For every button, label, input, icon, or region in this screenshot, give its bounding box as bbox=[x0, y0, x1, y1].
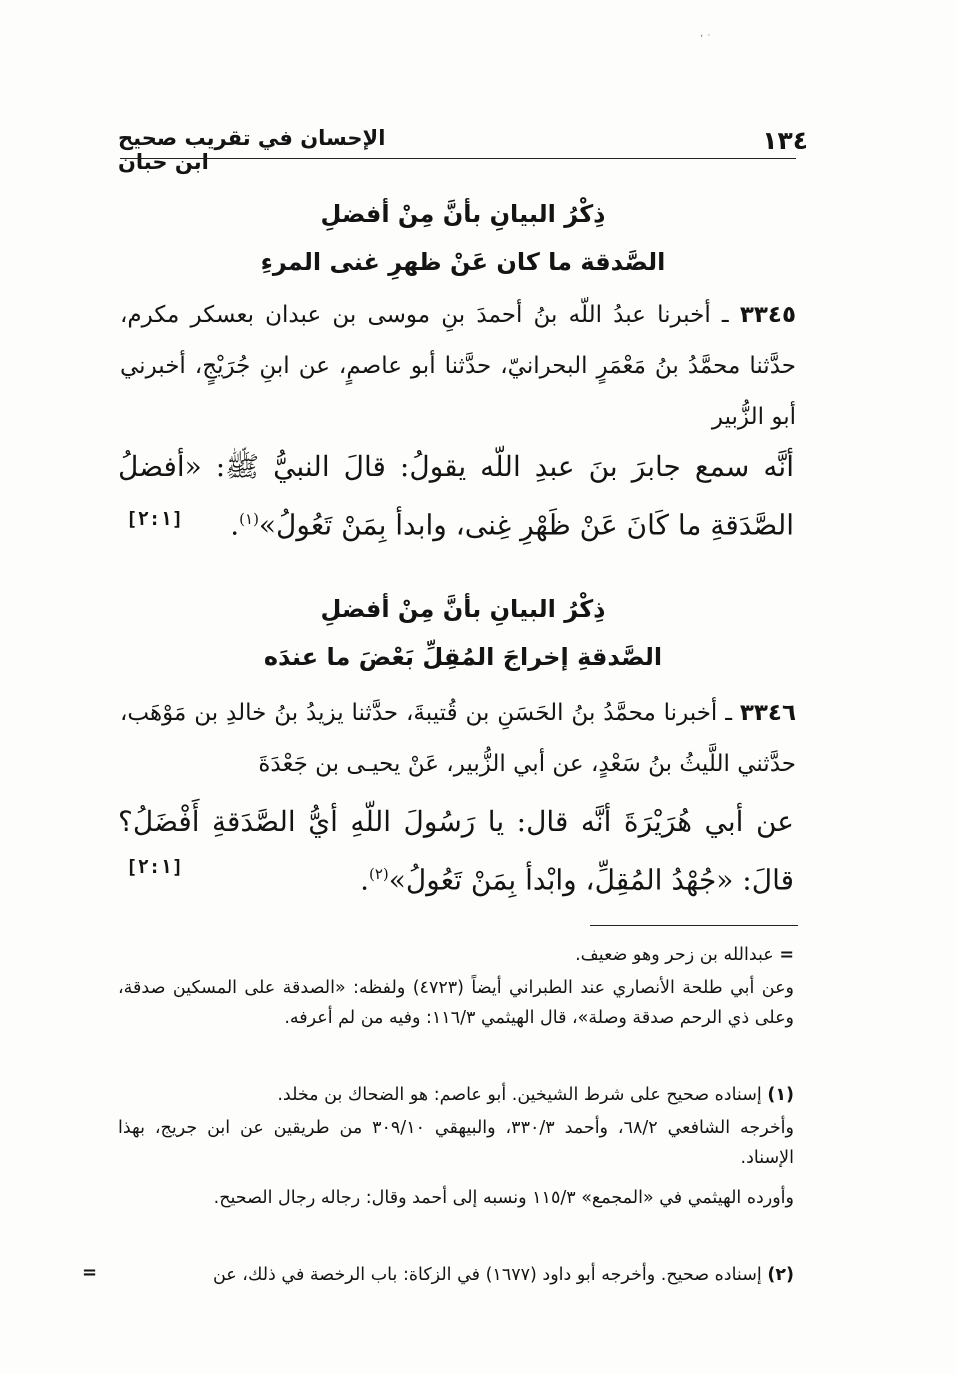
footnote-paragraph bbox=[118, 973, 794, 1033]
footnote-number: (١) bbox=[767, 1085, 794, 1105]
hadith-number: ٣٣٤٦ bbox=[739, 700, 796, 726]
section-2-title bbox=[130, 585, 796, 681]
hadith-3346-matn bbox=[118, 795, 794, 906]
section-1-title-line1: ذِكْرُ البيانِ بأنَّ مِنْ أفضلِ bbox=[320, 200, 606, 228]
isnad-text: ـ أخبرنا عبدُ اللّه بنُ أحمدَ بنِ موسى بن عبدان بعسكر مكرم، حدَّثنا محمَّدُ بنُ مَعْمَرٍ البحرانيّ، حدَّثنا أبو عاصمٍ، عن ابنِ جُرَيْجٍ، أخبرني أبو الزُّبير bbox=[120, 302, 796, 430]
matn-text: أنَّه سمع جابرَ بنَ عبدِ اللّه يقولُ: قالَ النبيُّ ﷺ: «أفضلُ الصَّدَقةِ ما كَانَ عَنْ ظَهْرِ غِنى، وابدأ بِمَنْ تَعُولُ» bbox=[118, 450, 794, 542]
hadith-number: ٣٣٤٥ bbox=[739, 302, 796, 328]
footnote-mark[interactable]: (٢) bbox=[368, 865, 389, 883]
header-rule bbox=[120, 158, 796, 159]
hadith-3345-reference: [٢:١] bbox=[126, 508, 184, 530]
footnote-prefix: = bbox=[779, 945, 794, 965]
section-1-title-line2: الصَّدقة ما كان عَنْ ظهرِ غنى المرءِ bbox=[260, 248, 666, 276]
footnote-1 bbox=[118, 1080, 794, 1110]
end-mark: . bbox=[230, 508, 240, 542]
footnote-text: وأورده الهيثمي في «المجمع» ١١٥/٣ ونسبه إلى أحمد وقال: رجاله رجال الصحيح. bbox=[213, 1188, 794, 1208]
continuation-marker: = bbox=[82, 1262, 98, 1283]
section-2-title-line2: الصَّدقةِ إخراجَ المُقِلِّ بَعْضَ ما عندَه bbox=[263, 643, 663, 671]
hadith-3345-isnad bbox=[120, 290, 796, 443]
matn-text: عن أبي هُرَيْرَةَ أنَّه قال: يا رَسُولَ اللّهِ أيُّ الصَّدَقةِ أَفْضَلُ؟ قالَ: «جُهْدُ المُقِلِّ، وابْدأ بِمَنْ تَعُولُ» bbox=[118, 805, 794, 897]
isnad-text: ـ أخبرنا محمَّدُ بنُ الحَسَنِ بن قُتيبةَ، حدَّثنا يزيدُ بنُ خالدِ بن مَوْهَب، حدَّثني اللَّيثُ بنُ سَعْدٍ، عن أبي الزُّبير، عَنْ يحيـى بن جَعْدَةَ bbox=[120, 700, 796, 777]
footnote-2 bbox=[118, 1260, 794, 1290]
section-1-title bbox=[130, 190, 796, 286]
hadith-3346-reference: [٢:١] bbox=[126, 856, 184, 878]
running-title: الإحسان في تقريب صحيح ابن حبان bbox=[118, 126, 386, 174]
end-mark: . bbox=[360, 863, 369, 897]
hadith-3346-isnad bbox=[120, 688, 796, 790]
footnote-paragraph bbox=[118, 1113, 794, 1173]
footnote-rule bbox=[590, 925, 798, 926]
footnote-continued bbox=[118, 940, 794, 970]
footnote-text: إسناده صحيح على شرط الشيخين. أبو عاصم: هو الضحاك بن مخلد. bbox=[277, 1085, 762, 1105]
scan-speck: ٬ ˙ bbox=[700, 34, 712, 45]
footnote-text: عبدالله بن زحر وهو ضعيف. bbox=[575, 945, 774, 965]
footnote-text: وعن أبي طلحة الأنصاري عند الطبراني أيضاً (٤٧٢٣) ولفظه: «الصدقة على المسكين صدقة، وعلى ذي الرحم صدقة وصلة»، قال الهيثمي ١١٦/٣: وفيه من لم أعرفه. bbox=[118, 978, 795, 1028]
footnote-text: وأخرجه الشافعي ٦٨/٢، وأحمد ٣٣٠/٣، والبيهقي ٣٠٩/١٠ من طريقين عن ابن جريج، بهذا الإسناد. bbox=[118, 1118, 794, 1168]
footnote-number: (٢) bbox=[767, 1265, 794, 1285]
hadith-3345-matn bbox=[118, 440, 794, 551]
footnote-mark[interactable]: (١) bbox=[239, 510, 259, 528]
section-2-title-line1: ذِكْرُ البيانِ بأنَّ مِنْ أفضلِ bbox=[320, 595, 606, 623]
footnote-text: إسناده صحيح. وأخرجه أبو داود (١٦٧٧) في الزكاة: باب الرخصة في ذلك، عن bbox=[212, 1265, 762, 1285]
footnote-paragraph bbox=[118, 1183, 794, 1213]
page-number: ١٣٤ bbox=[762, 126, 808, 155]
